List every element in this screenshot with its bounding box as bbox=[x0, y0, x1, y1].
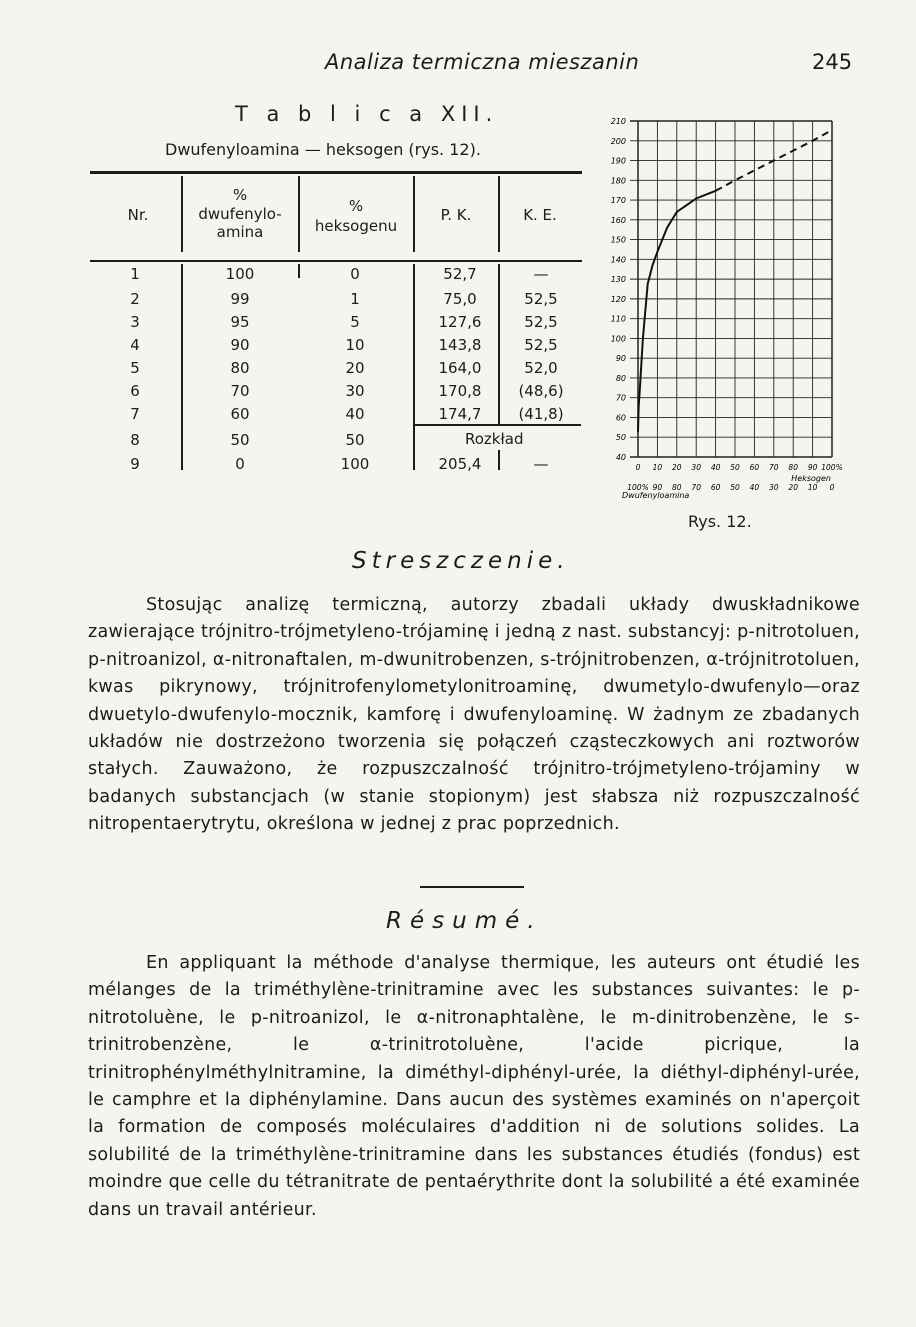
y-tick-label: 160 bbox=[610, 215, 626, 225]
table-cell-nr: 6 bbox=[130, 382, 140, 400]
header-col-a-2: amina bbox=[216, 223, 264, 241]
decomposition-rule bbox=[413, 424, 581, 426]
y-tick-label: 140 bbox=[610, 255, 626, 265]
y-tick-label: 150 bbox=[610, 235, 626, 245]
table-cell-nr: 8 bbox=[130, 431, 140, 449]
x-tick-label-bottom: 0 bbox=[829, 483, 835, 492]
y-tick-label: 130 bbox=[610, 275, 626, 285]
table-cell-a: 99 bbox=[230, 290, 250, 308]
y-tick-label: 110 bbox=[610, 314, 626, 324]
x-tick-label-top: 40 bbox=[710, 463, 721, 472]
table-cell-b: 1 bbox=[350, 290, 360, 308]
x-tick-label-bottom: 50 bbox=[730, 483, 740, 492]
streszczenie-text: Stosując analizę termiczną, autorzy zbadali układy dwuskładnikowe zawierające trójnitro-trójmetyleno-trójaminę i jedną z nast. substancyj: p-nitrotoluen, p-nitroanizol, α-nitronaftalen, m-dwunitrobenzen, s-trójnitrobenzen, α-trójnitrotoluen, kwas pikrynowy, trójnitrofenylometylonitroaminę, dwumetylo-dwufenylo—oraz dwuetylo-dwufenylo-mocznik, kamforę i dwufenyloaminę. W żadnym ze zbadanych układów nie dostrzeżono tworzenia się połączeń cząsteczkowych ani roztworów stałych. Zauważono, że rozpuszczalność trójnitro-trójmetyleno-trójaminy w badanych substancjach (w stanie stopionym) jest słabsza niż rozpuszczalność nitropentaerytrytu, określona w jednej z prac poprzednich. bbox=[88, 595, 860, 835]
table-cell-a: 0 bbox=[235, 455, 245, 473]
table-cell-nr: 1 bbox=[130, 265, 140, 283]
table-cell-a: 95 bbox=[230, 313, 250, 331]
table-cell-pk: 143,8 bbox=[438, 336, 482, 354]
page-number: 245 bbox=[812, 50, 853, 74]
table-cell-pk: 170,8 bbox=[438, 382, 482, 400]
y-tick-label: 120 bbox=[610, 294, 626, 304]
x-tick-label-top: 100% bbox=[821, 463, 843, 472]
table-cell-nr: 7 bbox=[130, 405, 140, 423]
header-nr: Nr. bbox=[127, 206, 149, 224]
x-tick-label-bottom: 10 bbox=[807, 483, 818, 492]
y-axis-ticks bbox=[611, 117, 626, 462]
table-cell-pk: 164,0 bbox=[438, 359, 482, 377]
table-cell-b: 30 bbox=[345, 382, 365, 400]
table-cell-a: 60 bbox=[230, 405, 250, 423]
table-cell-b: 20 bbox=[345, 359, 365, 377]
header-ke: K. E. bbox=[523, 206, 557, 224]
section-separator bbox=[420, 886, 524, 888]
resume-text: En appliquant la méthode d'analyse thermique, les auteurs ont étudié les mélanges de la triméthylène-trinitramine avec les substances suivantes: le p-nitrotoluène, le p-nitroanizol, le α-nitronaphtalène, le m-dinitrobenzène, le s-trinitrobenzène, le α-trinitrotoluène, l'acide picrique, la trinitrophénylméthylnitramine, la diméthyl-diphényl-urée, la diéthyl-diphényl-urée, le camphre et la diphénylamine. Dans aucun des systèmes examinés on n'aperçoit la formation de composés moléculaires d'addition ni de solutions solides. La solubilité de la triméthylène-trinitramine dans les substances étudiés (fondus) est moindre que celle du tétranitrate de pentaérythrite dont la solubilité a été examinée dans un travail antérieur. bbox=[88, 953, 860, 1220]
x-tick-label-bottom: 70 bbox=[691, 483, 701, 492]
y-tick-label: 170 bbox=[610, 196, 626, 206]
x-tick-label-top: 30 bbox=[691, 463, 701, 472]
col-divider bbox=[181, 264, 183, 470]
y-tick-label: 190 bbox=[610, 156, 626, 166]
table-cell-b: 50 bbox=[345, 431, 365, 449]
x-tick-label-top: 50 bbox=[730, 463, 740, 472]
x-tick-label-bottom: 30 bbox=[769, 483, 779, 492]
x-tick-label-bottom: 40 bbox=[749, 483, 760, 492]
table-cell-a: 80 bbox=[230, 359, 250, 377]
table-cell-b: 100 bbox=[340, 455, 370, 473]
table-cell-ke: (41,8) bbox=[518, 405, 564, 423]
y-tick-label: 40 bbox=[615, 453, 626, 462]
table-cell-ke: (48,6) bbox=[518, 382, 564, 400]
x-tick-label-top: 70 bbox=[769, 463, 779, 472]
header-col-a-1: dwufenylo- bbox=[198, 205, 282, 223]
table-cell-a: 90 bbox=[230, 336, 250, 354]
table-cell-ke: 52,5 bbox=[524, 290, 558, 308]
header-pct-b: % bbox=[348, 197, 364, 215]
x-tick-label-top: 10 bbox=[652, 463, 663, 472]
table-top-rule bbox=[90, 171, 582, 174]
table-cell-a: 70 bbox=[230, 382, 250, 400]
y-tick-label: 50 bbox=[615, 433, 626, 443]
x-tick-label-bottom: 90 bbox=[652, 483, 663, 492]
decomposition-label: Rozkład bbox=[465, 430, 524, 448]
x-tick-label-top: 60 bbox=[749, 463, 760, 472]
table-cell-nr: 9 bbox=[130, 455, 140, 473]
chart-grid bbox=[630, 121, 832, 457]
table-cell-pk: 205,4 bbox=[438, 455, 482, 473]
table-cell-ke: 52,5 bbox=[524, 313, 558, 331]
table-cell-pk: 174,7 bbox=[438, 405, 482, 423]
y-tick-label: 180 bbox=[610, 176, 626, 186]
table-cell-b: 10 bbox=[345, 336, 365, 354]
table-cell-pk: 127,6 bbox=[438, 313, 482, 331]
col-divider bbox=[413, 264, 415, 470]
x-axis-label-bottom: Dwufenyloamina bbox=[622, 491, 690, 500]
y-tick-label: 200 bbox=[610, 136, 626, 146]
x-tick-label-top: 20 bbox=[672, 463, 682, 472]
table-cell-pk: 52,7 bbox=[443, 265, 477, 283]
x-tick-label-bottom: 60 bbox=[710, 483, 721, 492]
y-tick-label: 210 bbox=[610, 117, 626, 126]
table-header-rule bbox=[90, 260, 582, 262]
x-tick-label-top: 80 bbox=[788, 463, 798, 472]
table-cell-nr: 2 bbox=[130, 290, 140, 308]
table-title: T a b l i c a XII. bbox=[235, 102, 499, 126]
y-tick-label: 100 bbox=[610, 334, 626, 344]
table-cell-b: 0 bbox=[350, 265, 360, 283]
x-axis-label-top: Heksogen bbox=[791, 474, 831, 483]
x-tick-label-top: 90 bbox=[807, 463, 818, 472]
x-tick-label-bottom: 20 bbox=[788, 483, 798, 492]
table-cell-ke: 52,5 bbox=[524, 336, 558, 354]
table-cell-nr: 3 bbox=[130, 313, 140, 331]
table-cell-ke: 52,0 bbox=[524, 359, 558, 377]
table-cell-b: 5 bbox=[350, 313, 360, 331]
y-tick-label: 80 bbox=[615, 373, 626, 383]
col-divider bbox=[298, 264, 300, 278]
table-cell-nr: 5 bbox=[130, 359, 140, 377]
table-cell-b: 40 bbox=[345, 405, 365, 423]
col-divider bbox=[498, 450, 500, 470]
header-col-b: heksogenu bbox=[314, 217, 398, 235]
table-cell-nr: 4 bbox=[130, 336, 140, 354]
table-cell-a: 50 bbox=[230, 431, 250, 449]
table-cell-ke: — bbox=[533, 455, 549, 473]
y-tick-label: 90 bbox=[615, 354, 626, 364]
figure-caption: Rys. 12. bbox=[688, 512, 752, 531]
header-pct-a: % bbox=[232, 186, 248, 204]
table-cell-ke: — bbox=[533, 265, 549, 283]
table-cell-a: 100 bbox=[225, 265, 255, 283]
y-tick-label: 70 bbox=[615, 393, 626, 403]
running-header-title: Analiza termiczna mieszanin bbox=[325, 50, 640, 74]
streszczenie-heading: Streszczenie. bbox=[352, 548, 570, 574]
header-pk: P. K. bbox=[440, 206, 472, 224]
x-tick-label-top: 0 bbox=[635, 463, 641, 472]
x-tick-label-bottom: 80 bbox=[672, 483, 682, 492]
y-tick-label: 60 bbox=[615, 413, 626, 423]
table-subtitle: Dwufenyloamina — heksogen (rys. 12). bbox=[165, 140, 481, 159]
col-divider bbox=[498, 264, 500, 424]
resume-heading: Résumé. bbox=[386, 908, 543, 934]
x-tick-label-bottom: 100% bbox=[627, 483, 649, 492]
table-cell-pk: 75,0 bbox=[443, 290, 477, 308]
x-axis-ticks-top bbox=[636, 463, 843, 472]
phase-diagram bbox=[600, 105, 850, 525]
